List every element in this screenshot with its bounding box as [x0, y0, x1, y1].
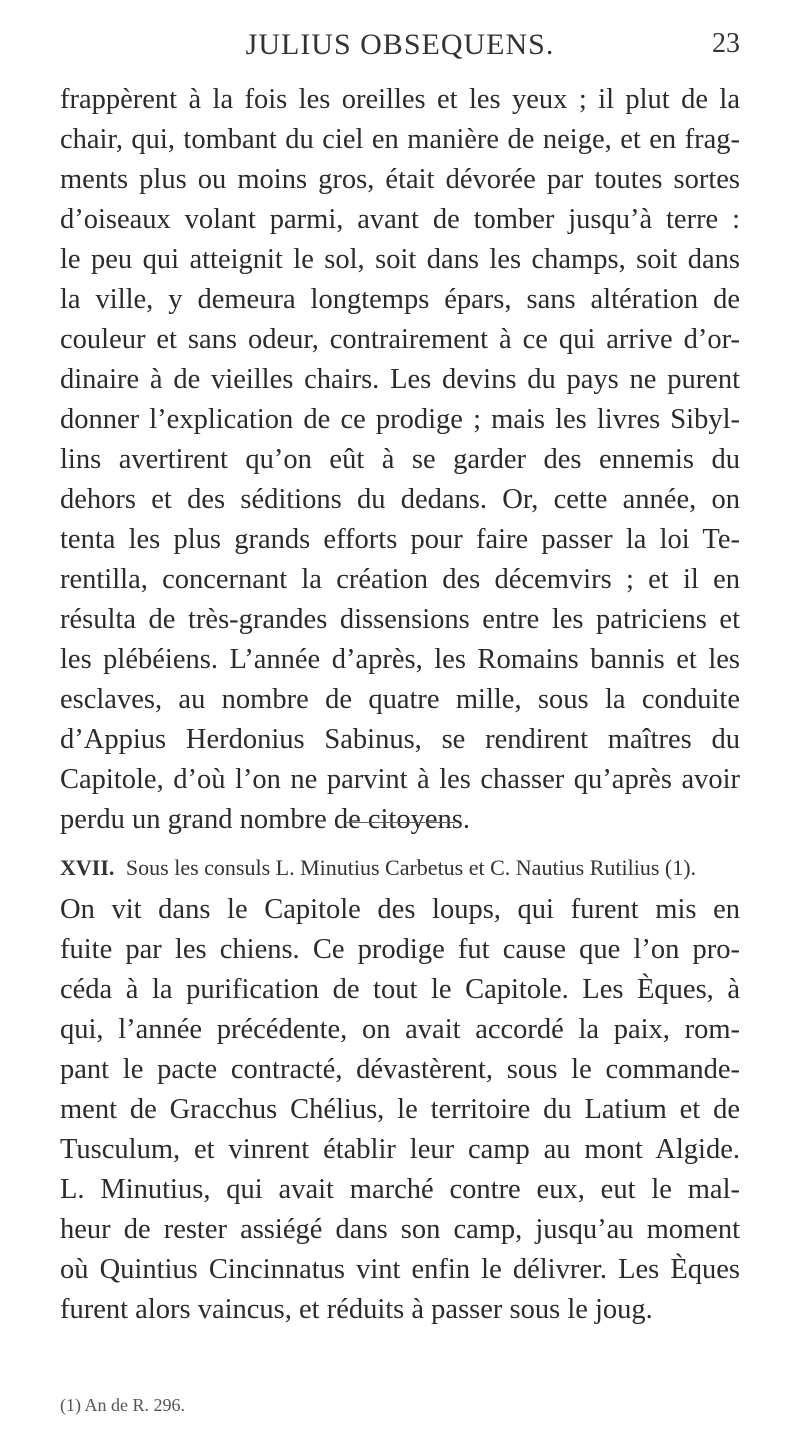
text-line: ments plus ou moins gros, était dévorée par toutes sortes	[60, 164, 740, 195]
section-numeral: XVII.	[60, 855, 115, 880]
text-line: le peu qui atteignit le sol, soit dans les champs, soit dans	[60, 244, 740, 275]
text-line: résulta de très-grandes dissensions entre les patriciens et	[60, 604, 740, 635]
text-line: les plébéiens. L’année d’après, les Romains bannis et les	[60, 644, 740, 675]
text-line: couleur et sans odeur, contrairement à ce qui arrive d’or-	[60, 324, 740, 355]
text-line: pant le pacte contracté, dévastèrent, sous le commande-	[60, 1054, 740, 1085]
section-title: Sous les consuls L. Minutius Carbetus et C. Nautius Rutilius	[125, 855, 660, 880]
page-number: 23	[712, 28, 740, 59]
text-line: fuite par les chiens. Ce prodige fut cause que l’on pro-	[60, 934, 740, 965]
text-line: chair, qui, tombant du ciel en manière de neige, et en frag-	[60, 124, 740, 155]
footnote-reference: (1).	[664, 855, 697, 880]
footnote: (1) An de R. 296.	[60, 1395, 185, 1415]
paragraph-1	[60, 80, 740, 840]
text-line: Tusculum, et vinrent établir leur camp au mont Algide.	[60, 1134, 740, 1165]
text-line: ment de Gracchus Chélius, le territoire du Latium et de	[60, 1094, 740, 1125]
text-line: qui, l’année précédente, on avait accordé la paix, rom-	[60, 1014, 740, 1045]
text-line: d’Appius Herdonius Sabinus, se rendirent maîtres du	[60, 724, 740, 755]
text-line: dehors et des séditions du dedans. Or, cette année, on	[60, 484, 740, 515]
text-line: dinaire à de vieilles chairs. Les devins du pays ne purent	[60, 364, 740, 395]
section-heading	[60, 855, 740, 881]
text-line: perdu un grand nombre de citoyens.	[60, 804, 470, 835]
text-line: la ville, y demeura longtemps épars, sans altération de	[60, 284, 740, 315]
text-line: Capitole, d’où l’on ne parvint à les chasser qu’après avoir	[60, 764, 740, 795]
running-title: JULIUS OBSEQUENS.	[245, 28, 555, 61]
text-line: furent alors vaincus, et réduits à passer sous le joug.	[60, 1294, 653, 1325]
text-line: lins avertirent qu’on eût à se garder des ennemis du	[60, 444, 740, 475]
section-separator	[345, 822, 455, 823]
text-line: d’oiseaux volant parmi, avant de tomber jusqu’à terre :	[60, 204, 740, 235]
paragraph-2	[60, 890, 740, 1330]
text-line: L. Minutius, qui avait marché contre eux, eut le mal-	[60, 1174, 740, 1205]
text-line: où Quintius Cincinnatus vint enfin le délivrer. Les Èques	[60, 1254, 740, 1285]
text-line: On vit dans le Capitole des loups, qui furent mis en	[60, 894, 740, 925]
text-line: heur de rester assiégé dans son camp, jusqu’au moment	[60, 1214, 740, 1245]
text-line: esclaves, au nombre de quatre mille, sous la conduite	[60, 684, 740, 715]
text-line: céda à la purification de tout le Capitole. Les Èques, à	[60, 974, 740, 1005]
text-line: frappèrent à la fois les oreilles et les yeux ; il plut de la	[60, 84, 740, 115]
text-line: tenta les plus grands efforts pour faire passer la loi Te-	[60, 524, 740, 555]
page-header	[60, 20, 740, 70]
text-line: rentilla, concernant la création des décemvirs ; et il en	[60, 564, 740, 595]
text-line: donner l’explication de ce prodige ; mais les livres Sibyl-	[60, 404, 740, 435]
